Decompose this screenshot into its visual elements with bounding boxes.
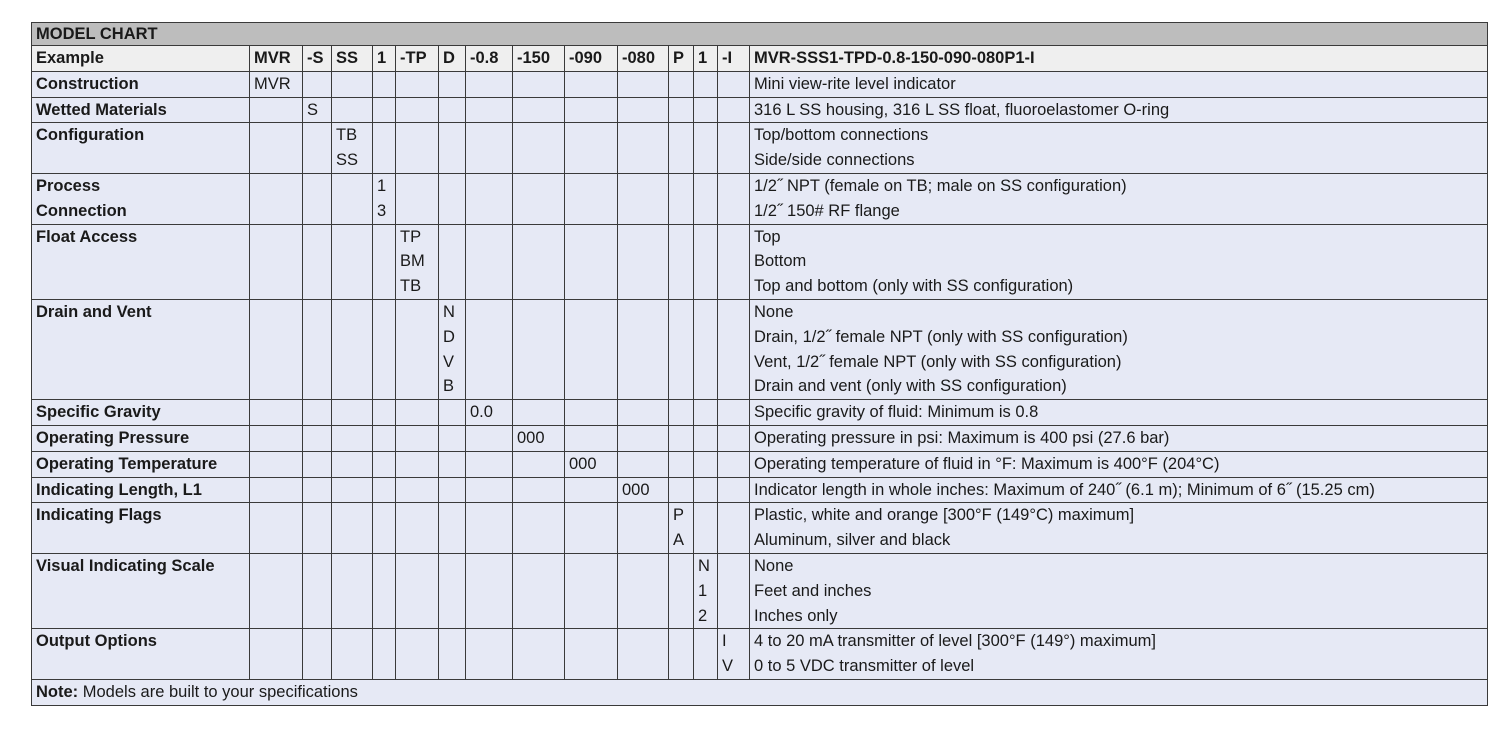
example-code-cell: 1 (694, 46, 718, 72)
option-codes-cell (565, 451, 618, 477)
description-cell (750, 425, 1488, 451)
empty-cell (373, 224, 396, 299)
empty-cell (396, 425, 439, 451)
empty-cell (250, 477, 303, 503)
empty-cell (694, 629, 718, 680)
empty-cell (618, 425, 669, 451)
empty-cell (694, 224, 718, 299)
empty-cell (439, 553, 466, 628)
spec-row-label: Specific Gravity (32, 400, 250, 426)
empty-cell (618, 400, 669, 426)
option-description: Feet and inches (754, 581, 872, 600)
option-code: A (673, 531, 685, 550)
example-code-cell: -150 (513, 46, 565, 72)
option-code: 000 (569, 454, 597, 473)
empty-cell (303, 299, 332, 399)
empty-cell (466, 299, 513, 399)
option-code: 000 (622, 480, 650, 499)
spec-row-label: Indicating Length, L1 (32, 477, 250, 503)
empty-cell (565, 553, 618, 628)
empty-cell (250, 97, 303, 123)
option-code: V (722, 657, 734, 676)
empty-cell (718, 71, 750, 97)
empty-cell (513, 299, 565, 399)
empty-cell (250, 629, 303, 680)
option-codes-cell (439, 299, 466, 399)
option-description: Operating temperature of fluid in °F: Maximum is 400°F (204°C) (754, 454, 1220, 473)
spec-row-label: Indicating Flags (32, 503, 250, 554)
empty-cell (439, 477, 466, 503)
empty-cell (565, 503, 618, 554)
empty-cell (396, 451, 439, 477)
empty-cell (466, 425, 513, 451)
empty-cell (513, 224, 565, 299)
chart-title: MODEL CHART (32, 23, 1488, 46)
empty-cell (718, 224, 750, 299)
note-row (32, 679, 1488, 705)
empty-cell (466, 71, 513, 97)
option-code: B (443, 377, 455, 396)
spec-row-label: Configuration (32, 123, 250, 174)
empty-cell (466, 451, 513, 477)
spec-row-label: Operating Pressure (32, 425, 250, 451)
option-code: 3 (377, 201, 387, 220)
description-cell (750, 503, 1488, 554)
empty-cell (466, 553, 513, 628)
option-description: 0 to 5 VDC transmitter of level (754, 657, 975, 676)
empty-cell (250, 425, 303, 451)
empty-cell (694, 400, 718, 426)
option-description: Drain, 1/2˝ female NPT (only with SS configuration) (754, 327, 1128, 346)
description-cell (750, 123, 1488, 174)
empty-cell (396, 71, 439, 97)
empty-cell (618, 451, 669, 477)
option-description: Plastic, white and orange [300°F (149°C) maximum] (754, 506, 1135, 525)
empty-cell (669, 97, 694, 123)
spec-row (32, 173, 1488, 224)
example-code-cell: -S (303, 46, 332, 72)
empty-cell (466, 123, 513, 174)
empty-cell (303, 400, 332, 426)
option-codes-cell (303, 97, 332, 123)
empty-cell (669, 224, 694, 299)
empty-cell (718, 97, 750, 123)
spec-row (32, 224, 1488, 299)
option-code: TB (336, 126, 358, 145)
option-code: N (698, 556, 710, 575)
description-cell (750, 97, 1488, 123)
empty-cell (396, 503, 439, 554)
spec-row-label: Wetted Materials (32, 97, 250, 123)
empty-cell (303, 629, 332, 680)
option-code: 1 (377, 176, 387, 195)
spec-row (32, 97, 1488, 123)
example-code-cell: P (669, 46, 694, 72)
empty-cell (513, 71, 565, 97)
model-chart-table (31, 22, 1488, 706)
option-codes-cell (669, 503, 694, 554)
empty-cell (303, 553, 332, 628)
empty-cell (694, 425, 718, 451)
empty-cell (513, 553, 565, 628)
spec-row (32, 477, 1488, 503)
note-cell (32, 679, 1488, 705)
example-code-cell: -I (718, 46, 750, 72)
empty-cell (466, 173, 513, 224)
empty-cell (373, 123, 396, 174)
empty-cell (332, 425, 373, 451)
empty-cell (332, 553, 373, 628)
option-codes-cell (396, 224, 439, 299)
spec-row (32, 299, 1488, 399)
empty-cell (718, 400, 750, 426)
empty-cell (439, 97, 466, 123)
example-label: Example (32, 46, 250, 72)
empty-cell (694, 477, 718, 503)
empty-cell (373, 97, 396, 123)
example-code-cell: 1 (373, 46, 396, 72)
option-codes-cell (250, 71, 303, 97)
empty-cell (718, 451, 750, 477)
empty-cell (303, 71, 332, 97)
empty-cell (396, 553, 439, 628)
empty-cell (439, 224, 466, 299)
empty-cell (694, 71, 718, 97)
empty-cell (565, 173, 618, 224)
option-code: MVR (254, 74, 291, 93)
description-cell (750, 224, 1488, 299)
note-prefix: Note: (36, 682, 79, 701)
empty-cell (373, 553, 396, 628)
option-codes-cell (694, 553, 718, 628)
empty-cell (618, 553, 669, 628)
empty-cell (332, 400, 373, 426)
empty-cell (439, 71, 466, 97)
empty-cell (513, 400, 565, 426)
option-description: Bottom (754, 252, 807, 271)
option-description: Vent, 1/2˝ female NPT (only with SS configuration) (754, 352, 1122, 371)
empty-cell (250, 224, 303, 299)
example-model-number: MVR-SSS1-TPD-0.8-150-090-080P1-I (750, 46, 1488, 72)
spec-row (32, 553, 1488, 628)
example-code-cell: -0.8 (466, 46, 513, 72)
option-description: 316 L SS housing, 316 L SS float, fluoroelastomer O-ring (754, 100, 1170, 119)
option-code: 0.0 (470, 403, 493, 422)
note-text: Models are built to your specifications (78, 682, 358, 701)
empty-cell (565, 123, 618, 174)
empty-cell (618, 97, 669, 123)
spec-row-label: Operating Temperature (32, 451, 250, 477)
empty-cell (439, 400, 466, 426)
empty-cell (373, 477, 396, 503)
option-code: SS (336, 151, 359, 170)
empty-cell (250, 503, 303, 554)
option-code: N (443, 302, 455, 321)
option-description: Inches only (754, 606, 838, 625)
empty-cell (694, 173, 718, 224)
empty-cell (439, 173, 466, 224)
empty-cell (669, 400, 694, 426)
empty-cell (466, 224, 513, 299)
empty-cell (618, 224, 669, 299)
empty-cell (439, 123, 466, 174)
description-cell (750, 477, 1488, 503)
spec-row-label: Process Connection (32, 173, 250, 224)
empty-cell (439, 629, 466, 680)
spec-row (32, 629, 1488, 680)
empty-cell (669, 425, 694, 451)
empty-cell (513, 503, 565, 554)
option-description: 1/2˝ 150# RF flange (754, 201, 900, 220)
empty-cell (718, 477, 750, 503)
empty-cell (565, 71, 618, 97)
spec-row (32, 425, 1488, 451)
empty-cell (439, 503, 466, 554)
option-codes-cell (466, 400, 513, 426)
empty-cell (373, 400, 396, 426)
empty-cell (565, 477, 618, 503)
option-code: S (307, 100, 319, 119)
spec-row-label: Output Options (32, 629, 250, 680)
description-cell (750, 173, 1488, 224)
empty-cell (303, 503, 332, 554)
empty-cell (303, 123, 332, 174)
option-description: None (754, 302, 794, 321)
option-description: Indicator length in whole inches: Maximum of 240˝ (6.1 m); Minimum of 6˝ (15.25 cm) (754, 480, 1375, 499)
empty-cell (669, 71, 694, 97)
option-code: TB (400, 277, 422, 296)
empty-cell (466, 629, 513, 680)
option-codes-cell (373, 173, 396, 224)
empty-cell (694, 503, 718, 554)
empty-cell (565, 224, 618, 299)
empty-cell (439, 451, 466, 477)
option-codes-cell (618, 477, 669, 503)
empty-cell (439, 425, 466, 451)
option-description: 4 to 20 mA transmitter of level [300°F (149°) maximum] (754, 632, 1157, 651)
empty-cell (332, 71, 373, 97)
empty-cell (396, 400, 439, 426)
empty-cell (396, 299, 439, 399)
option-description: Aluminum, silver and black (754, 531, 951, 550)
spec-row (32, 71, 1488, 97)
empty-cell (565, 97, 618, 123)
empty-cell (618, 629, 669, 680)
empty-cell (669, 299, 694, 399)
empty-cell (513, 123, 565, 174)
example-code-cell: -090 (565, 46, 618, 72)
spec-row-label: Visual Indicating Scale (32, 553, 250, 628)
option-codes-cell (513, 425, 565, 451)
option-code: D (443, 327, 455, 346)
option-code: 1 (698, 581, 708, 600)
empty-cell (513, 173, 565, 224)
empty-cell (332, 503, 373, 554)
empty-cell (332, 477, 373, 503)
empty-cell (396, 97, 439, 123)
spec-row (32, 400, 1488, 426)
empty-cell (396, 477, 439, 503)
description-cell (750, 451, 1488, 477)
empty-cell (466, 97, 513, 123)
option-description: Drain and vent (only with SS configuration) (754, 377, 1067, 396)
empty-cell (718, 299, 750, 399)
empty-cell (565, 400, 618, 426)
empty-cell (694, 97, 718, 123)
empty-cell (373, 71, 396, 97)
empty-cell (466, 477, 513, 503)
empty-cell (669, 173, 694, 224)
empty-cell (303, 224, 332, 299)
example-code-cell: -TP (396, 46, 439, 72)
empty-cell (513, 477, 565, 503)
option-description: Side/side connections (754, 151, 915, 170)
empty-cell (513, 629, 565, 680)
empty-cell (669, 477, 694, 503)
empty-cell (250, 123, 303, 174)
option-code: P (673, 506, 685, 525)
empty-cell (373, 629, 396, 680)
empty-cell (694, 123, 718, 174)
empty-cell (618, 299, 669, 399)
empty-cell (565, 425, 618, 451)
option-description: None (754, 556, 794, 575)
empty-cell (250, 173, 303, 224)
spec-row-label: Construction (32, 71, 250, 97)
empty-cell (250, 400, 303, 426)
empty-cell (694, 451, 718, 477)
empty-cell (513, 97, 565, 123)
option-code: TP (400, 227, 422, 246)
option-description: 1/2˝ NPT (female on TB; male on SS configuration) (754, 176, 1127, 195)
empty-cell (718, 503, 750, 554)
spec-row-label: Drain and Vent (32, 299, 250, 399)
empty-cell (373, 503, 396, 554)
empty-cell (373, 451, 396, 477)
empty-cell (303, 451, 332, 477)
empty-cell (466, 503, 513, 554)
empty-cell (669, 553, 694, 628)
example-code-cell: D (439, 46, 466, 72)
empty-cell (669, 629, 694, 680)
empty-cell (373, 299, 396, 399)
option-codes-cell (332, 123, 373, 174)
option-description: Top/bottom connections (754, 126, 929, 145)
option-description: Mini view-rite level indicator (754, 74, 956, 93)
example-code-cell: -080 (618, 46, 669, 72)
option-description: Operating pressure in psi: Maximum is 400 psi (27.6 bar) (754, 428, 1170, 447)
option-code: BM (400, 252, 425, 271)
empty-cell (396, 123, 439, 174)
empty-cell (718, 173, 750, 224)
description-cell (750, 629, 1488, 680)
empty-cell (669, 123, 694, 174)
option-description: Top (754, 227, 781, 246)
empty-cell (718, 425, 750, 451)
description-cell (750, 400, 1488, 426)
option-codes-cell (718, 629, 750, 680)
description-cell (750, 553, 1488, 628)
spec-row (32, 451, 1488, 477)
option-code: 2 (698, 606, 708, 625)
empty-cell (303, 425, 332, 451)
empty-cell (332, 224, 373, 299)
option-code: 000 (517, 428, 545, 447)
empty-cell (718, 553, 750, 628)
spec-row (32, 123, 1488, 174)
example-code-cell: MVR (250, 46, 303, 72)
spec-row (32, 503, 1488, 554)
example-code-cell: SS (332, 46, 373, 72)
example-row (32, 46, 1488, 72)
empty-cell (669, 451, 694, 477)
empty-cell (332, 451, 373, 477)
empty-cell (718, 123, 750, 174)
empty-cell (565, 299, 618, 399)
title-row (32, 23, 1488, 46)
option-description: Top and bottom (only with SS configuration) (754, 277, 1074, 296)
empty-cell (332, 629, 373, 680)
empty-cell (513, 451, 565, 477)
empty-cell (332, 97, 373, 123)
empty-cell (618, 71, 669, 97)
empty-cell (694, 299, 718, 399)
empty-cell (618, 503, 669, 554)
empty-cell (250, 553, 303, 628)
option-code: I (722, 632, 727, 651)
empty-cell (618, 173, 669, 224)
empty-cell (303, 173, 332, 224)
empty-cell (332, 173, 373, 224)
description-cell (750, 299, 1488, 399)
empty-cell (250, 299, 303, 399)
option-code: V (443, 352, 455, 371)
description-cell (750, 71, 1488, 97)
empty-cell (396, 173, 439, 224)
empty-cell (373, 425, 396, 451)
spec-row-label: Float Access (32, 224, 250, 299)
empty-cell (618, 123, 669, 174)
empty-cell (396, 629, 439, 680)
empty-cell (250, 451, 303, 477)
empty-cell (303, 477, 332, 503)
empty-cell (332, 299, 373, 399)
option-description: Specific gravity of fluid: Minimum is 0.8 (754, 403, 1039, 422)
empty-cell (565, 629, 618, 680)
